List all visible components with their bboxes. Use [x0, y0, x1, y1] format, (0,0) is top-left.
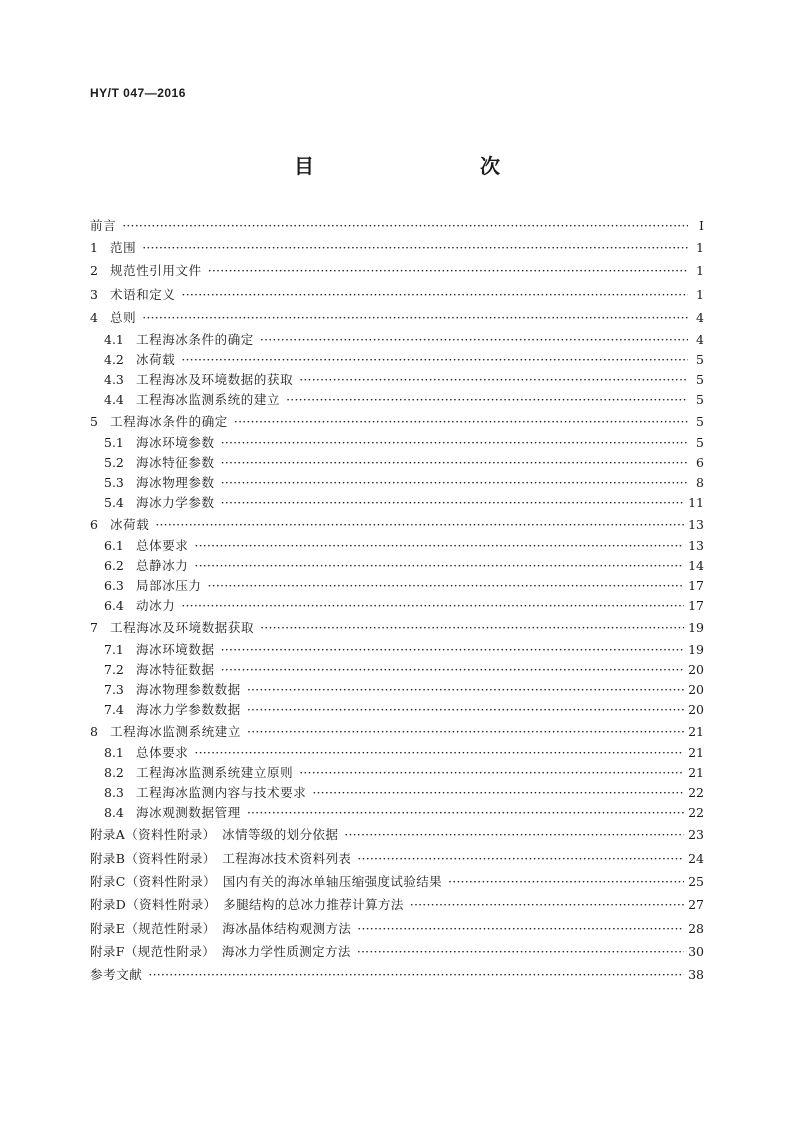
toc-entry[interactable] — [90, 893, 704, 916]
toc-entry-page: 21 — [688, 745, 704, 761]
toc-leader-dots — [221, 660, 684, 680]
toc-entry[interactable] — [90, 236, 704, 259]
toc-entry[interactable] — [90, 536, 704, 556]
toc-entry-page: 5 — [696, 391, 704, 407]
toc-entry-page: 5 — [696, 371, 704, 387]
toc-entry-page: 11 — [688, 494, 704, 510]
toc-entry-number: 4.3 — [104, 371, 124, 387]
toc-entry-number: 6.2 — [104, 558, 124, 574]
toc-entry-number: 2 — [90, 263, 98, 279]
toc-entry[interactable] — [90, 390, 704, 410]
toc-entry-label: 海冰物理参数 — [136, 474, 215, 490]
toc-entry-page: 25 — [688, 873, 704, 889]
table-of-contents — [90, 216, 704, 987]
toc-entry-number: 6 — [90, 516, 98, 532]
toc-entry[interactable] — [90, 940, 704, 963]
toc-entry-label: 工程海冰条件的确定 — [136, 331, 254, 347]
toc-entry-page: 5 — [696, 351, 704, 367]
toc-entry[interactable] — [90, 783, 704, 803]
toc-entry-page: 22 — [688, 805, 704, 821]
toc-entry-label: 范围 — [110, 239, 137, 255]
toc-entry[interactable] — [90, 556, 704, 576]
toc-entry-page: 27 — [688, 897, 704, 913]
toc-entry[interactable] — [90, 616, 704, 639]
toc-entry[interactable] — [90, 917, 704, 940]
toc-leader-dots — [344, 823, 684, 846]
toc-entry-number: 6.4 — [104, 598, 124, 614]
toc-leader-dots — [221, 453, 688, 473]
toc-entry[interactable] — [90, 870, 704, 893]
toc-entry-page: 1 — [696, 263, 704, 279]
toc-entry-label: 局部冰压力 — [136, 578, 202, 594]
toc-entry[interactable] — [90, 370, 704, 390]
toc-entry[interactable] — [90, 596, 704, 616]
toc-leader-dots — [142, 236, 688, 259]
toc-entry[interactable] — [90, 680, 704, 700]
toc-entry-label: 总静冰力 — [136, 558, 189, 574]
toc-entry-label: 海冰力学参数数据 — [136, 701, 241, 717]
toc-entry-page: 17 — [688, 578, 704, 594]
toc-entry-label: 海冰观测数据管理 — [136, 805, 241, 821]
toc-entry-page: 30 — [688, 944, 704, 960]
toc-leader-dots — [410, 893, 684, 916]
toc-entry-number: 4.1 — [104, 331, 124, 347]
toc-leader-dots — [299, 370, 688, 390]
toc-entry[interactable] — [90, 513, 704, 536]
toc-leader-dots — [448, 870, 684, 893]
toc-entry-page: 21 — [688, 723, 704, 739]
toc-leader-dots — [247, 803, 684, 823]
toc-leader-dots — [142, 306, 688, 329]
toc-leader-dots — [155, 513, 684, 536]
toc-entry[interactable] — [90, 216, 704, 236]
toc-leader-dots — [221, 433, 688, 453]
toc-entry-page: 13 — [688, 538, 704, 554]
toc-entry-page: 19 — [688, 620, 704, 636]
toc-entry-label: 附录B（资料性附录） 工程海冰技术资料列表 — [90, 850, 352, 866]
toc-entry[interactable] — [90, 720, 704, 743]
toc-entry-number: 4.2 — [104, 351, 124, 367]
toc-entry-page: 24 — [688, 850, 704, 866]
toc-leader-dots — [357, 847, 684, 870]
toc-entry-label: 海冰环境数据 — [136, 641, 215, 657]
toc-entry-number: 5.3 — [104, 474, 124, 490]
toc-leader-dots — [148, 963, 684, 986]
toc-entry-label: 工程海冰监测系统的建立 — [136, 391, 281, 407]
toc-entry-number: 4.4 — [104, 391, 124, 407]
toc-entry-page: 20 — [688, 661, 704, 677]
toc-entry[interactable] — [90, 473, 704, 493]
toc-entry-page: 1 — [696, 286, 704, 302]
toc-leader-dots — [234, 410, 688, 433]
toc-entry-label: 附录A（资料性附录） 冰情等级的划分依据 — [90, 827, 339, 843]
toc-entry[interactable] — [90, 660, 704, 680]
toc-entry-number: 7.3 — [104, 681, 124, 697]
toc-entry[interactable] — [90, 640, 704, 660]
toc-entry-label: 附录F（规范性附录） 海冰力学性质测定方法 — [90, 944, 351, 960]
toc-entry-label: 冰荷载 — [136, 351, 176, 367]
toc-entry-page: Ⅰ — [699, 218, 704, 233]
toc-entry-label: 海冰特征数据 — [136, 661, 215, 677]
toc-entry-page: 14 — [688, 558, 704, 574]
toc-leader-dots — [181, 596, 684, 616]
toc-entry-page: 20 — [688, 681, 704, 697]
toc-entry-page: 38 — [688, 967, 704, 983]
toc-leader-dots — [312, 783, 684, 803]
toc-entry[interactable] — [90, 410, 704, 433]
toc-entry-number: 4 — [90, 310, 98, 326]
toc-entry[interactable] — [90, 259, 704, 282]
toc-entry-label: 总体要求 — [136, 538, 189, 554]
toc-entry-label: 冰荷载 — [110, 516, 150, 532]
toc-entry-label: 海冰环境参数 — [136, 434, 215, 450]
toc-entry-number: 8.4 — [104, 805, 124, 821]
toc-entry-page: 4 — [696, 331, 704, 347]
toc-entry-label: 附录C（资料性附录） 国内有关的海冰单轴压缩强度试验结果 — [90, 873, 443, 889]
toc-entry-number: 7.4 — [104, 701, 124, 717]
toc-leader-dots — [221, 493, 684, 513]
toc-leader-dots — [221, 640, 684, 660]
toc-leader-dots — [181, 350, 688, 370]
toc-entry-label: 附录E（规范性附录） 海冰晶体结构观测方法 — [90, 920, 352, 936]
toc-entry-number: 7.1 — [104, 641, 124, 657]
toc-leader-dots — [194, 556, 684, 576]
toc-entry-number: 5.1 — [104, 434, 124, 450]
toc-leader-dots — [182, 283, 688, 306]
toc-entry-label: 工程海冰监测系统建立 — [110, 723, 242, 739]
toc-entry-label: 海冰物理参数数据 — [136, 681, 241, 697]
toc-entry-page: 21 — [688, 765, 704, 781]
toc-leader-dots — [357, 917, 684, 940]
toc-entry-label: 工程海冰监测系统建立原则 — [136, 765, 294, 781]
toc-entry-page: 5 — [696, 413, 704, 429]
toc-entry-number: 5 — [90, 413, 98, 429]
toc-entry-page: 13 — [688, 516, 704, 532]
toc-entry-number: 8.3 — [104, 785, 124, 801]
toc-entry[interactable] — [90, 433, 704, 453]
toc-entry[interactable] — [90, 763, 704, 783]
toc-leader-dots — [260, 616, 684, 639]
toc-entry-number: 1 — [90, 239, 98, 255]
toc-entry-page: 5 — [696, 434, 704, 450]
toc-entry[interactable] — [90, 576, 704, 596]
toc-entry-label: 总则 — [110, 310, 137, 326]
toc-leader-dots — [122, 216, 688, 236]
toc-entry-label: 前言 — [90, 218, 117, 233]
toc-entry-label: 工程海冰监测内容与技术要求 — [136, 785, 307, 801]
toc-entry-number: 3 — [90, 286, 98, 302]
toc-entry[interactable] — [90, 823, 704, 846]
toc-leader-dots — [260, 330, 688, 350]
toc-entry-page: 1 — [696, 239, 704, 255]
toc-entry-label: 海冰特征参数 — [136, 454, 215, 470]
toc-leader-dots — [208, 259, 688, 282]
toc-entry-label: 参考文献 — [90, 967, 143, 983]
toc-leader-dots — [208, 576, 685, 596]
toc-entry-number: 8.1 — [104, 745, 124, 761]
toc-entry[interactable] — [90, 330, 704, 350]
toc-entry-page: 8 — [696, 474, 704, 490]
toc-entry-label: 工程海冰及环境数据的获取 — [136, 371, 294, 387]
toc-entry-number: 5.4 — [104, 494, 124, 510]
toc-entry[interactable] — [90, 306, 704, 329]
toc-leader-dots — [221, 473, 688, 493]
toc-entry-page: 4 — [696, 310, 704, 326]
toc-entry[interactable] — [90, 700, 704, 720]
toc-leader-dots — [247, 680, 684, 700]
toc-entry-page: 19 — [688, 641, 704, 657]
toc-entry-number: 6.3 — [104, 578, 124, 594]
toc-entry-page: 23 — [688, 827, 704, 843]
toc-entry[interactable] — [90, 493, 704, 513]
toc-entry-number: 7.2 — [104, 661, 124, 677]
toc-entry-number: 7 — [90, 620, 98, 636]
toc-entry-label: 总体要求 — [136, 745, 189, 761]
toc-entry-label: 工程海冰及环境数据获取 — [110, 620, 255, 636]
toc-entry-page: 20 — [688, 701, 704, 717]
toc-entry-label: 规范性引用文件 — [110, 263, 202, 279]
toc-entry-page: 22 — [688, 785, 704, 801]
toc-entry[interactable] — [90, 847, 704, 870]
toc-entry[interactable] — [90, 283, 704, 306]
toc-entry-page: 17 — [688, 598, 704, 614]
toc-entry-label: 海冰力学参数 — [136, 494, 215, 510]
toc-entry[interactable] — [90, 963, 704, 986]
toc-leader-dots — [357, 940, 684, 963]
toc-entry-page: 6 — [696, 454, 704, 470]
toc-leader-dots — [194, 536, 684, 556]
toc-entry-number: 6.1 — [104, 538, 124, 554]
toc-entry[interactable] — [90, 453, 704, 473]
toc-entry-label: 动冰力 — [136, 598, 176, 614]
toc-entry[interactable] — [90, 743, 704, 763]
toc-leader-dots — [194, 743, 684, 763]
page-title: 目 次 — [294, 154, 542, 178]
toc-entry[interactable] — [90, 803, 704, 823]
toc-leader-dots — [299, 763, 684, 783]
standard-code: HY/T 047—2016 — [90, 86, 186, 100]
toc-entry-label: 工程海冰条件的确定 — [110, 413, 228, 429]
toc-leader-dots — [247, 700, 684, 720]
toc-entry-number: 8 — [90, 723, 98, 739]
toc-entry[interactable] — [90, 350, 704, 370]
toc-entry-label: 术语和定义 — [110, 286, 176, 302]
toc-entry-number: 8.2 — [104, 765, 124, 781]
toc-entry-page: 28 — [688, 920, 704, 936]
toc-leader-dots — [286, 390, 688, 410]
toc-leader-dots — [247, 720, 684, 743]
toc-entry-number: 5.2 — [104, 454, 124, 470]
toc-entry-label: 附录D（资料性附录） 多腿结构的总冰力推荐计算方法 — [90, 897, 404, 913]
